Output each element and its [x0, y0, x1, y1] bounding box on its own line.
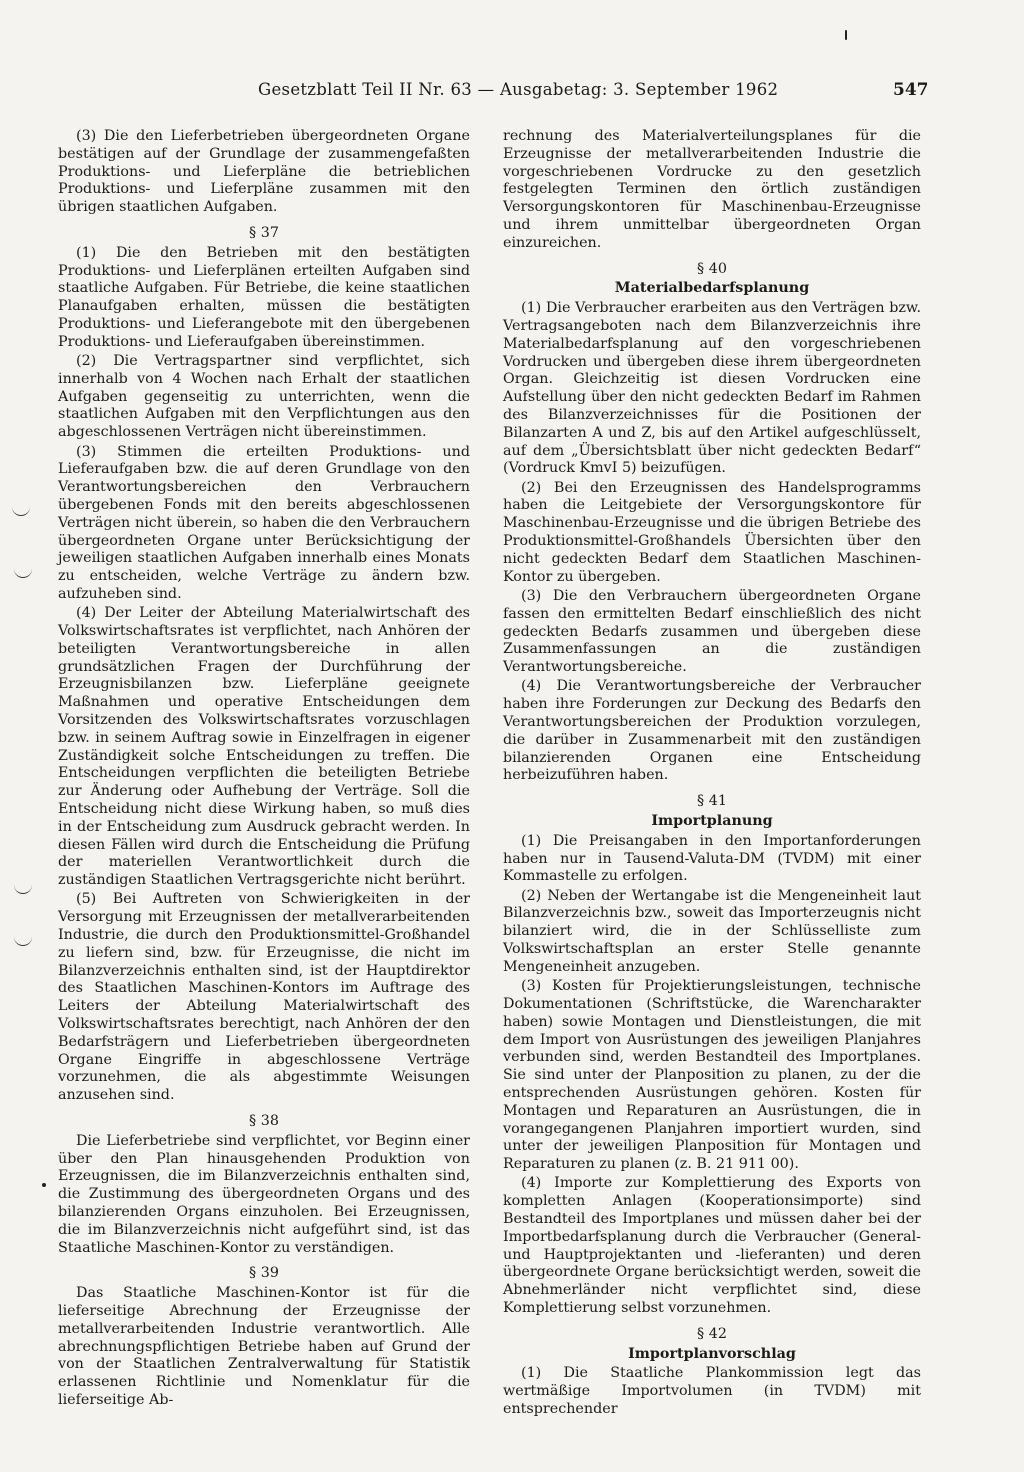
paragraph: (1) Die den Betrieben mit den bestätigten Produktions- und Lieferplänen erteilten Aufgaben sind staatliche Aufgaben. Für Betriebe, die keine staatlichen Planaufgaben erhalten, müssen die bestätigten Produktions- und Lieferangebote mit den übergebenen Produktions- und Lieferaufgaben übereinstimmen.	[58, 244, 470, 350]
paragraph: (5) Bei Auftreten von Schwierigkeiten in der Versorgung mit Erzeugnissen der metallverarbeitenden Industrie, die durch den Produktionsmittel-Großhandel zu liefern sind, bzw. für Erzeugnisse, die nicht im Bilanzverzeichnis enthalten sind, ist der Hauptdirektor des Staatlichen Maschinen-Kontors im Auftrage des Leiters der Abteilung Materialwirtschaft des Volkswirtschaftsrates berechtigt, nach Anhören der den Bedarfsträgern und Lieferbetrieben übergeordneten Organe Eingriffe in abgeschlossene Verträge vorzunehmen, die als abgestimmte Weisungen anzusehen sind.	[58, 891, 470, 1104]
paragraph: (2) Bei den Erzeugnissen des Handelsprogramms haben die Leitgebiete der Versorgungskontore für Maschinenbau-Erzeugnisse und die übrigen Betriebe des Produktionsmittel-Großhandels Übersichten über den nicht gedeckten Bedarf dem Staatlichen Maschinen-Kontor zu übergeben.	[503, 479, 921, 585]
header-title: Gesetzblatt Teil II Nr. 63 — Ausgabetag: 3. September 1962	[258, 80, 779, 99]
paragraph: (3) Die den Lieferbetrieben übergeordneten Organe bestätigen auf der Grundlage der zusammengefaßten Produktions- und Lieferpläne die betrieblichen Produktions- und Lieferpläne zusammen mit den übrigen staatlichen Aufgaben.	[58, 128, 470, 216]
section-heading: § 42	[697, 1325, 727, 1342]
paragraph: (4) Die Verantwortungsbereiche der Verbraucher haben ihre Forderungen zur Deckung des Bedarfs den Verantwortungsbereichen der Produktion vorzulegen, die darüber in Zusammenarbeit mit den zuständigen bilanzierenden Organen eine Entscheidung herbeizuführen haben.	[503, 678, 921, 784]
ink-speck	[42, 1183, 46, 1187]
section-title: Materialbedarfsplanung	[614, 280, 810, 297]
section-title: Importplanung	[651, 812, 773, 829]
paragraph: (4) Der Leiter der Abteilung Materialwirtschaft des Volkswirtschaftsrates ist verpflichtet, nach Anhören der beteiligten Verantwortungsbereiche in allen grundsätzlichen Fragen der Durchführung der Erzeugnisbilanzen bzw. Lieferpläne geeignete Maßnahmen und operative Entscheidungen dem Vorsitzenden des Volkswirtschaftsrates vorzuschlagen bzw. in seinem Auftrag sowie in Einzelfragen in eigener Zuständigkeit solche Entscheidungen zu treffen. Die Entscheidungen verpflichten die beteiligten Betriebe zur Änderung oder Aufhebung der Verträge. Soll die Entscheidung nicht diese Wirkung haben, so muß dies in der Entscheidung zum Ausdruck gebracht werden. In diesen Fällen wird durch die Entscheidung die Prüfung der materiellen Verantwortlichkeit durch die zuständigen Staatlichen Vertragsgerichte nicht berührt.	[58, 605, 470, 889]
margin-pencil-mark	[14, 935, 32, 946]
margin-pencil-mark	[14, 883, 32, 894]
paragraph: Die Lieferbetriebe sind verpflichtet, vor Beginn einer über den Plan hinausgehenden Produktion von Erzeugnissen, die im Bilanzverzeichnis enthalten sind, die Zustimmung des übergeordneten Organs und des bilanzierenden Organs einzuholen. Bei Erzeugnissen, die im Bilanzverzeichnis nicht aufgeführt sind, ist das Staatliche Maschinen-Kontor zu verständigen.	[58, 1132, 470, 1256]
margin-pencil-mark	[12, 505, 30, 516]
paragraph: Das Staatliche Maschinen-Kontor ist für die lieferseitige Abrechnung der Erzeugnisse der metallverarbeitenden Industrie verantwortlich. Alle abrechnungspflichtigen Betriebe haben auf Grund der von der Staatlichen Zentralverwaltung für Statistik erlassenen Richtlinie und Nomenklatur für die lieferseitige Ab-	[58, 1285, 470, 1408]
paragraph: (2) Neben der Wertangabe ist die Mengeneinheit laut Bilanzverzeichnis bzw., soweit das Importerzeugnis nicht bilanziert wird, die in der Schlüsselliste zum Volkswirtschaftsplan an erster Stelle genannte Mengeneinheit anzugeben.	[503, 887, 921, 975]
page-number: 547	[893, 80, 929, 100]
paragraph: (3) Stimmen die erteilten Produktions- und Lieferaufgaben bzw. die auf deren Grundlage von den Verantwortungsbereichen den Verbrauchern übergebenen Fonds mit den bereits abgeschlossenen Verträgen nicht überein, so haben die den Verbrauchern übergeordneten Organe unter Berücksichtigung der jeweiligen staatlichen Aufgaben innerhalb eines Monats zu entscheiden, welche Verträge zu ändern bzw. aufzuheben sind.	[58, 443, 470, 602]
paragraph: (3) Kosten für Projektierungsleistungen, technische Dokumentationen (Schriftstücke, die Warencharakter haben) sowie Montagen und Dienstleistungen, die mit dem Import von Ausrüstungen des jeweiligen Planjahres verbunden sind, werden Bestandteil des Importplanes. Sie sind unter der Planposition zu planen, zu der die entsprechenden Ausrüstungen gehören. Kosten für Montagen und Reparaturen an Ausrüstungen, die in vorangegangenen Planjahren importiert wurden, sind unter der jeweiligen Planposition für Montagen und Reparaturen zu planen (z. B. 21 911 00).	[503, 978, 921, 1173]
right-column	[503, 128, 921, 1420]
section-heading: § 41	[697, 793, 727, 810]
section-heading: § 38	[249, 1113, 279, 1130]
left-column	[58, 128, 470, 1411]
paragraph: (1) Die Preisangaben in den Importanforderungen haben nur in Tausend-Valuta-DM (TVDM) mit einer Kommastelle zu erfolgen.	[503, 832, 921, 885]
paragraph: (1) Die Verbraucher erarbeiten aus den Verträgen bzw. Vertragsangeboten nach dem Bilanzverzeichnis ihre Materialbedarfsplanung auf den vorgeschriebenen Vordrucken und übergeben diese ihrem übergeordneten Organ. Gleichzeitig ist diesen Vordrucken eine Aufstellung über den nicht gedeckten Bedarf im Rahmen des Bilanzverzeichnisses für die Positionen der Bilanzarten A und Z, bis auf den Artikel aufgeschlüsselt, auf dem „Übersichtsblatt über nicht gedeckten Bedarf“ (Vordruck KmvI 5) beizufügen.	[503, 300, 921, 477]
paragraph: (1) Die Staatliche Plankommission legt das wertmäßige Importvolumen (in TVDM) mit entsprechender	[503, 1365, 921, 1417]
section-heading: § 40	[697, 260, 727, 277]
page-header	[0, 72, 1024, 106]
section-title: Importplanvorschlag	[628, 1345, 796, 1362]
section-heading: § 39	[249, 1265, 279, 1282]
paragraph: (4) Importe zur Komplettierung des Exports von kompletten Anlagen (Kooperationsimporte) sind Bestandteil des Importplanes und müssen daher bei der Importbedarfsplanung durch die Verbraucher (General- und Hauptprojektanten und -lieferanten) und deren übergeordnete Organe berücksichtigt werden, soweit die Abnehmerländer nicht verpflichtet sind, diese Komplettierung selbst vorzunehmen.	[503, 1175, 921, 1316]
paragraph: rechnung des Materialverteilungsplanes für die Erzeugnisse der metallverarbeitenden Industrie die vorgeschriebenen Vordrucke zu den gesetzlich festgelegten Terminen den örtlich zuständigen Versorgungskontoren für Maschinenbau-Erzeugnisse und ihrem unmittelbar übergeordneten Organ einzureichen.	[503, 128, 921, 251]
paragraph: (3) Die den Verbrauchern übergeordneten Organe fassen den ermittelten Bedarf einschließlich des nicht gedeckten Bedarfs zusammen und übergeben diese Zusammenfassungen an die zuständigen Verantwortungsbereiche.	[503, 587, 921, 676]
ink-speck	[845, 30, 847, 40]
section-heading: § 37	[249, 224, 279, 241]
margin-pencil-mark	[14, 567, 32, 578]
paragraph: (2) Die Vertragspartner sind verpflichtet, sich innerhalb von 4 Wochen nach Erhalt der staatlichen Aufgaben gegenseitig zu unterrichten, wenn die staatlichen Aufgaben mit den Verpflichtungen aus den abgeschlossenen Verträgen nicht übereinstimmen.	[58, 353, 470, 441]
